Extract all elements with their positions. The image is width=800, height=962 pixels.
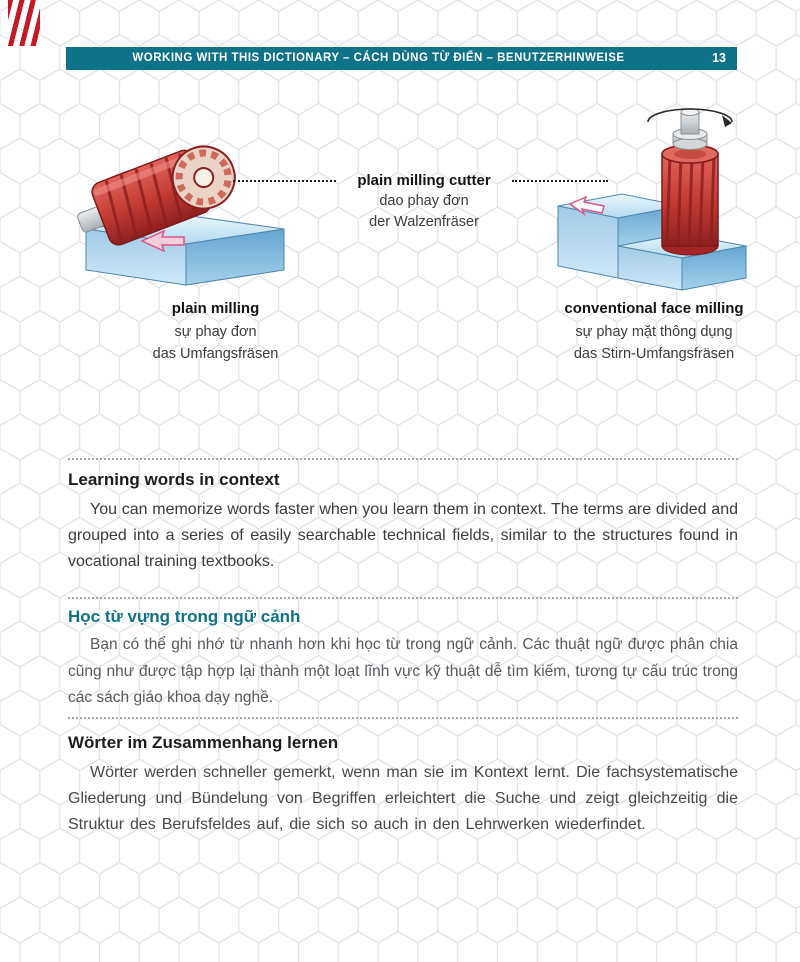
- caption-vi: sự phay đơn: [174, 323, 257, 340]
- section-body-vi: Bạn có thể ghi nhớ từ nhanh hơn khi học từ trong ngữ cảnh. Các thuật ngữ được phân chia cũng như được tập hợp lại thành một loạt lĩnh vực kỹ thuật dễ tìm kiếm, tương tự cấu trúc trong các sách giáo khoa dạy nghề.: [68, 636, 738, 706]
- section-heading-vi: Học từ vựng trong ngữ cảnh: [68, 607, 301, 626]
- dotted-separator: [68, 597, 738, 599]
- figure-term-label: [338, 170, 510, 233]
- section-heading-de: Wörter im Zusammenhang lernen: [68, 733, 339, 752]
- leader-line-left: [233, 180, 336, 182]
- caption-en: conventional face milling: [564, 300, 744, 317]
- caption-plain-milling: [118, 298, 313, 366]
- page-header-bar: [66, 47, 737, 70]
- plain-milling-illustration: [72, 133, 300, 295]
- caption-face-milling: [540, 298, 768, 366]
- section-heading-en: Learning words in context: [68, 470, 280, 489]
- header-title: WORKING WITH THIS DICTIONARY – CÁCH DÙNG TỪ ĐIỂN – BENUTZERHINWEISE: [132, 52, 625, 64]
- term-vi: dao phay đơn: [379, 193, 469, 209]
- dotted-separator: [68, 458, 738, 460]
- section-body-en: You can memorize words faster when you learn them in context. The terms are divided and grouped into a series of easily searchable technical fields, similar to the structures found in vocational training textbooks.: [68, 501, 738, 570]
- face-milling-illustration: [548, 100, 760, 298]
- caption-vi: sự phay mặt thông dụng: [575, 323, 733, 340]
- caption-de: das Stirn-Umfangsfräsen: [573, 346, 735, 362]
- dotted-separator: [68, 717, 738, 719]
- section-body-de: Wörter werden schneller gemerkt, wenn man sie im Kontext lernt. Die fachsystematische Gliederung und Bündelung von Begriffen erleichtert die Suche und zeigt gleichzeitig die Struktur des Berufsfeldes auf, die sich so auch in den Lehrwerken wiederfindet.: [68, 764, 738, 833]
- page-number: 13: [712, 51, 726, 65]
- caption-en: plain milling: [171, 300, 260, 317]
- term-en: plain milling cutter: [357, 172, 491, 189]
- corner-stripes-decoration: [8, 0, 40, 46]
- leader-line-right: [512, 180, 608, 182]
- term-de: der Walzenfräser: [369, 214, 479, 230]
- caption-de: das Umfangsfräsen: [152, 346, 279, 362]
